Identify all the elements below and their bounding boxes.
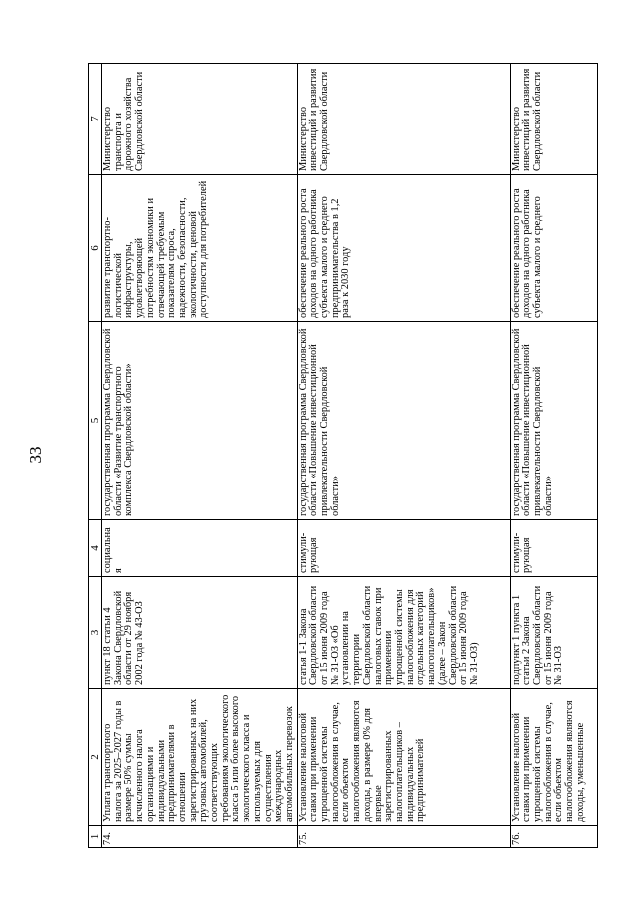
law-cell: статья 1-1 Закона Свердловской области от 15 июня 2009 года № 31-ОЗ «Об установлении на территории Свердловской области налоговых ставок при применении упрощенной системы налогообложения для отдельных категорий налогоплательщиков» (далее – Закон Свердловской области от 15 июня 2009 года № 31-ОЗ) (297, 577, 510, 689)
goal-cell: развитие транспортно-логистической инфраструктуры, удовлетворяющей потребностям экономики и отвечающей требуемым показателям спроса, надежности, безопасности, экологичности, ценовой доступности для потребителей (102, 175, 298, 322)
header-cell: 2 (89, 689, 102, 826)
type-cell: стимули-рующая (510, 520, 597, 577)
page-number: 33 (26, 446, 45, 464)
measure-cell: Установление налоговой ставки при применении упрощенной системы налогообложения в случае, если объектом налогообложения являются доходы, в размере 0% для впервые зарегистрированных налогоплательщиков – индивидуальных предпринимателей (297, 689, 510, 826)
goal-cell: обеспечение реального роста доходов на одного работника субъекта малого и среднего предпринимательства в 1,2 раза к 2030 году (297, 175, 510, 322)
curator-cell: Министерство инвестиций и развития Свердловской области (297, 64, 510, 175)
header-cell: 6 (89, 175, 102, 322)
tax-benefits-table (88, 63, 598, 848)
table-row (510, 64, 597, 848)
type-cell: социальная (102, 520, 298, 577)
header-cell: 4 (89, 520, 102, 577)
table-header-row (89, 64, 102, 848)
curator-cell: Министерство транспорта и дорожного хозяйства Свердловской области (102, 64, 298, 175)
rotated-table-container (88, 64, 586, 848)
header-cell: 3 (89, 577, 102, 689)
law-cell: подпункт 1 пункта 1 статьи 2 Закона Свердловской области от 15 июня 2009 года № 31-ОЗ (510, 577, 597, 689)
header-cell: 5 (89, 322, 102, 520)
row-number: 74. (102, 826, 298, 848)
row-number: 75. (297, 826, 510, 848)
table-row (102, 64, 298, 848)
measure-cell: Уплата транспортного налога за 2025–2027 годы в размере 50% суммы исчисленного налога организациями и индивидуальными предпринимателями в отношении зарегистрированных на них грузовых автомобилей, соответствующих требованиям экологического класса 5 или более высокого экологического класса и используемых для осуществления международных автомобильных перевозок (102, 689, 298, 826)
row-number: 76. (510, 826, 597, 848)
program-cell: государственная программа Свердловской области «Развитие транспортного комплекса Свердловской области» (102, 322, 298, 520)
law-cell: пункт 18 статьи 4 Закона Свердловской области от 29 ноября 2002 года № 43-ОЗ (102, 577, 298, 689)
curator-cell: Министерство инвестиций и развития Свердловской области (510, 64, 597, 175)
table-row (297, 64, 510, 848)
measure-cell: Установление налоговой ставки при применении упрощенной системы налогообложения в случае, если объектом налогообложения являются доходы, уменьшенные (510, 689, 597, 826)
header-cell: 1 (89, 826, 102, 848)
goal-cell: обеспечение реального роста доходов на одного работника субъекта малого и среднего (510, 175, 597, 322)
program-cell: государственная программа Свердловской области «Повышение инвестиционной привлекательности Свердловской области» (510, 322, 597, 520)
type-cell: стимули-рующая (297, 520, 510, 577)
header-cell: 7 (89, 64, 102, 175)
program-cell: государственная программа Свердловской области «Повышение инвестиционной привлекательности Свердловской области» (297, 322, 510, 520)
